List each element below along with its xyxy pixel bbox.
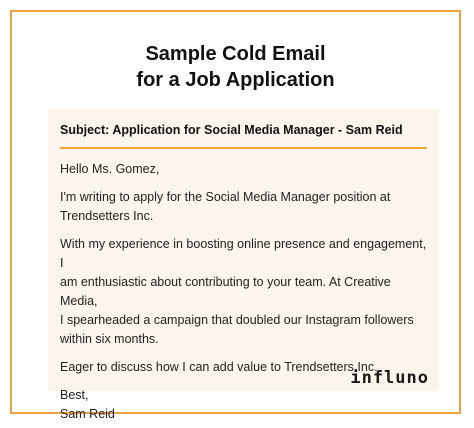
email-subject: Subject: Application for Social Media Manager - Sam Reid	[60, 123, 403, 137]
email-greeting: Hello Ms. Gomez,	[60, 162, 160, 176]
email-paragraph-3: Eager to discuss how I can add value to Trendsetters Inc.	[60, 360, 378, 374]
email-signature: Sam Reid	[60, 407, 115, 421]
subject-divider	[60, 147, 427, 149]
logo-text: influno	[350, 368, 429, 388]
title-line-2: for a Job Application	[136, 69, 335, 91]
email-paragraph-2: With my experience in boosting online presence and engagement, I am enthusiastic about contributing to your team. At Creative Media, I spearheaded a campaign that doubled our Instagram followers within six months.	[60, 237, 427, 346]
influno-logo	[350, 368, 429, 388]
email-card	[48, 109, 439, 421]
email-closing: Best,	[60, 388, 89, 402]
email-signoff	[60, 386, 429, 424]
outer-frame	[10, 10, 461, 421]
page-title	[12, 41, 459, 93]
title-line-1: Sample Cold Email	[145, 43, 326, 65]
email-paragraph-1: I'm writing to apply for the Social Media Manager position at Trendsetters Inc.	[60, 190, 391, 223]
